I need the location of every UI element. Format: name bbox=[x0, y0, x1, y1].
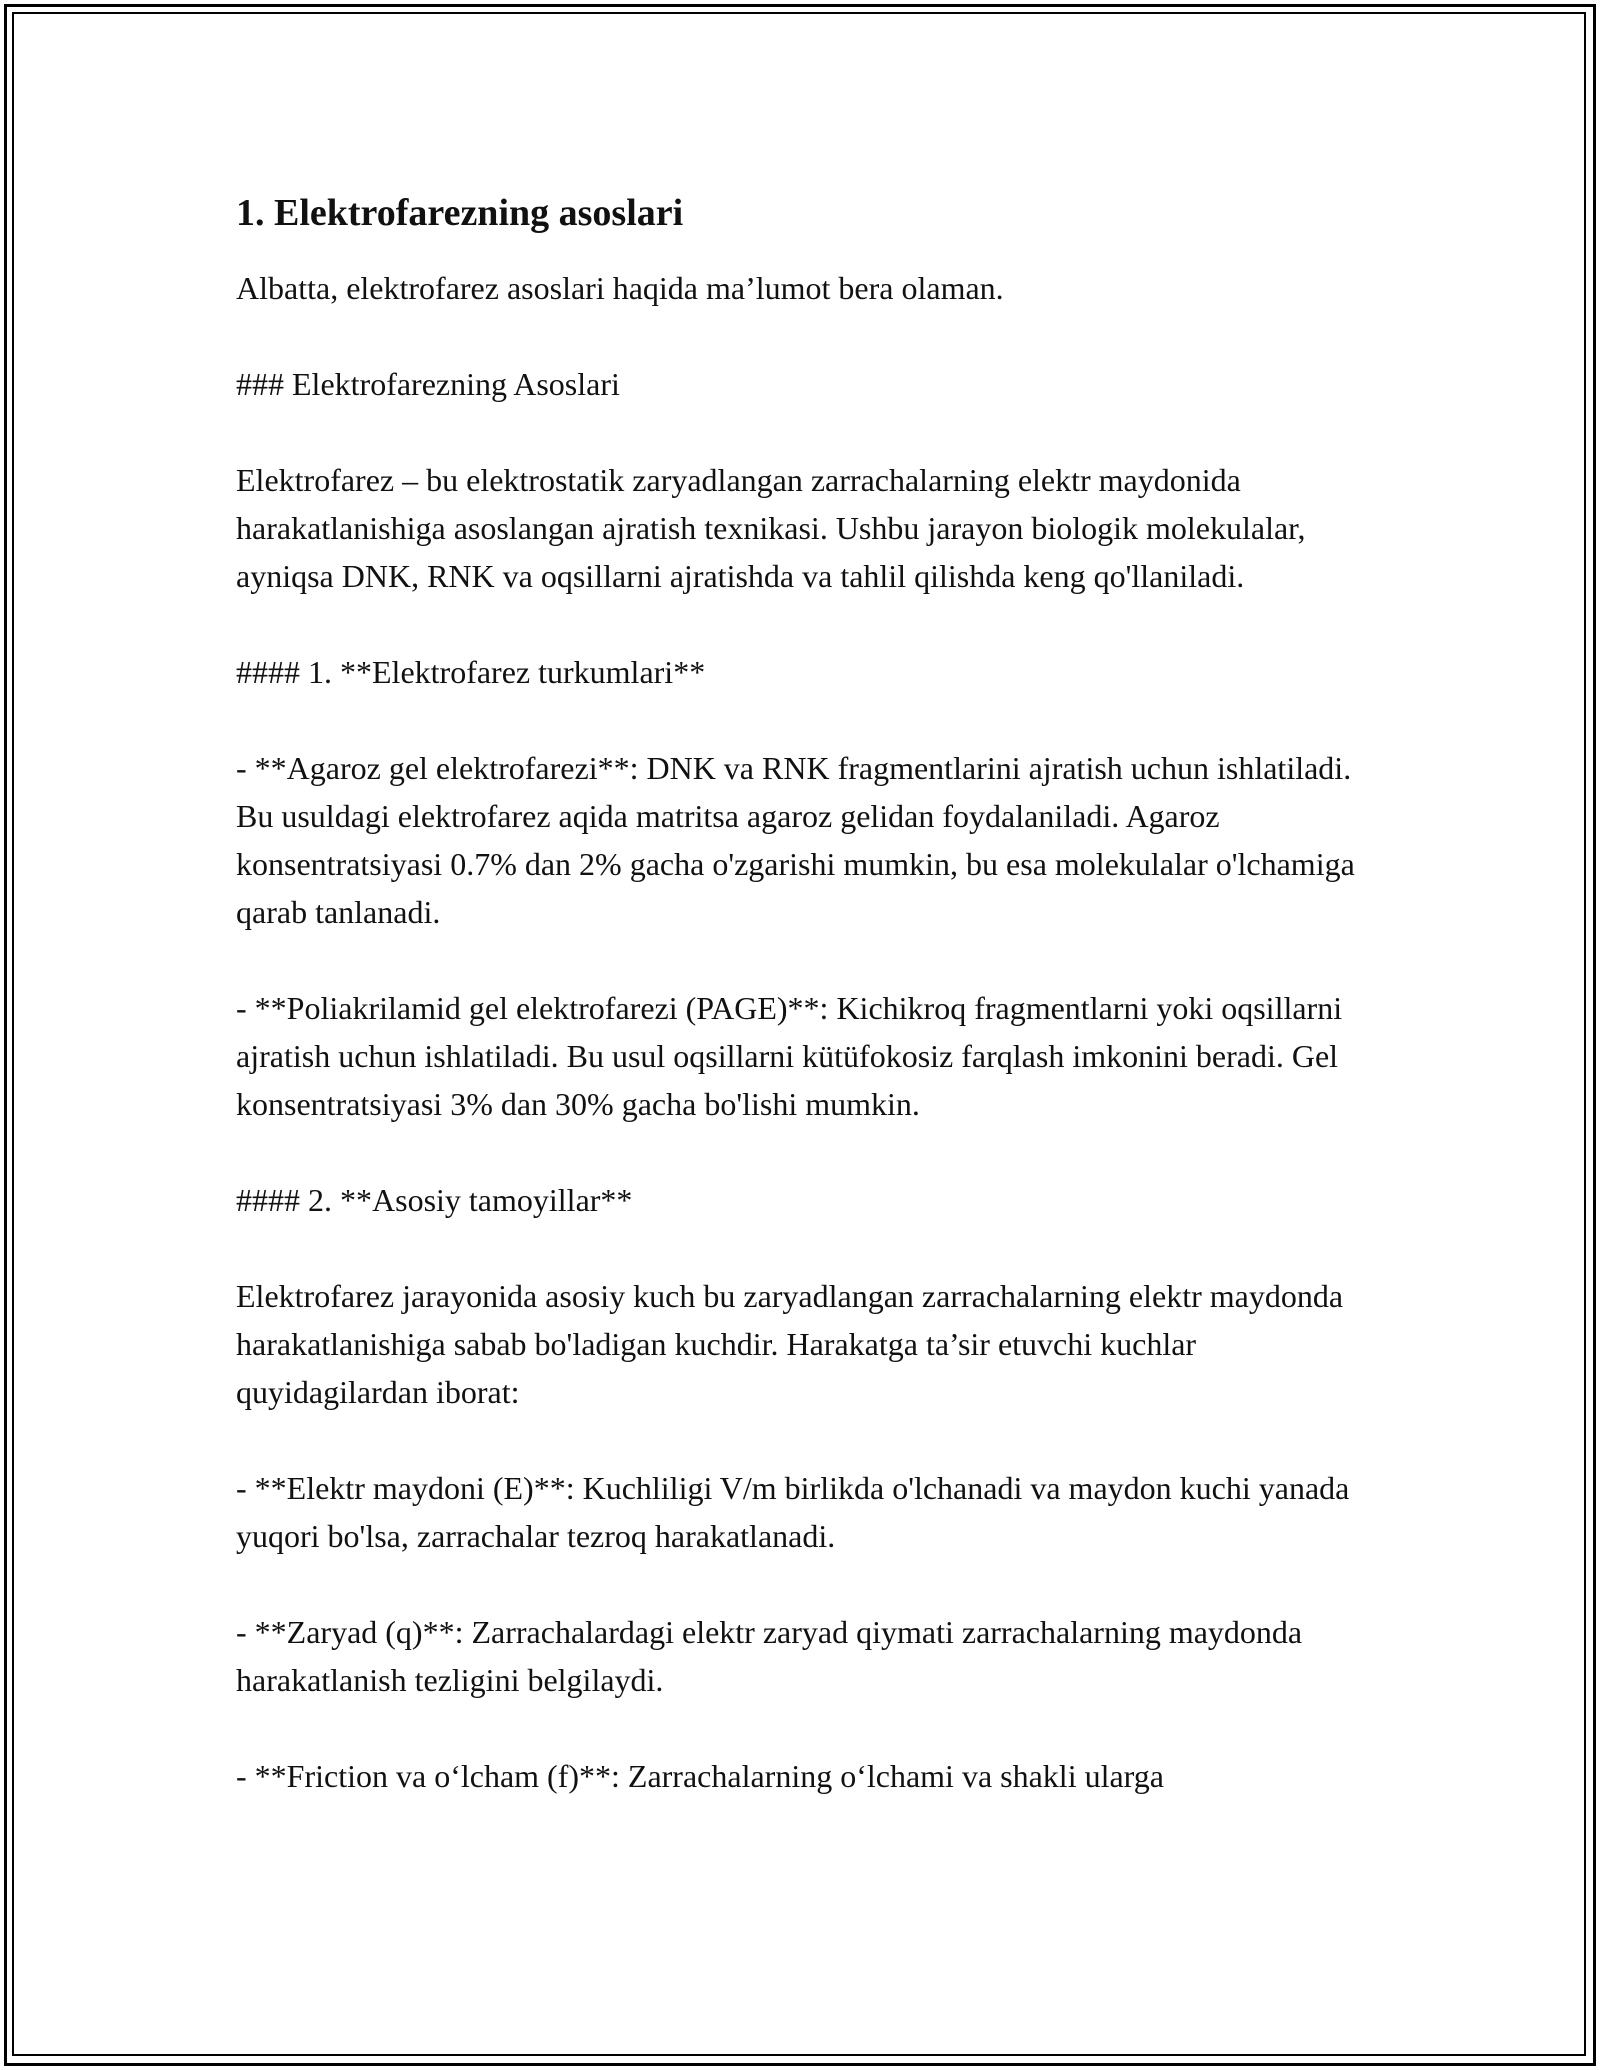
paragraph-page: - **Poliakrilamid gel elektrofarezi (PAGE)**: Kichikroq fragmentlarni yoki oqsillarni ajratish uchun ishlatiladi. Bu usul oqsillarni kütüfokosiz farqlash imkonini beradi. Gel konsentratsiyasi 3% dan 30% gacha bo'lishi mumkin. bbox=[236, 990, 1343, 1122]
paragraph-definition: Elektrofarez – bu elektrostatik zaryadlangan zarrachalarning elektr maydonida harakatlanishiga asoslangan ajratish texnikasi. Ushbu jarayon biologik molekulalar, ayniqsa DNK, RNK va oqsillarni ajratishda va tahlil qilishda keng qo'llaniladi. bbox=[236, 462, 1306, 594]
paragraph-heading-tamoyillar: #### 2. **Asosiy tamoyillar** bbox=[236, 1182, 633, 1218]
document-title: 1. Elektrofarezning asoslari bbox=[236, 192, 684, 234]
paragraph-intro: Albatta, elektrofarez asoslari haqida ma’lumot bera olaman. bbox=[236, 270, 1004, 306]
paragraph-electric-field: - **Elektr maydoni (E)**: Kuchliligi V/m birlikda o'lchanadi va maydon kuchi yanada yuqori bo'lsa, zarrachalar tezroq harakatlanadi. bbox=[236, 1470, 1350, 1554]
paragraph-agaroz: - **Agaroz gel elektrofarezi**: DNK va RNK fragmentlarini ajratish uchun ishlatiladi. Bu usuldagi elektrofarez aqida matritsa agaroz gelidan foydalaniladi. Agaroz konsentratsiyasi 0.7% dan 2% gacha o'zgarishi mumkin, bu esa molekulalar o'lchamiga qarab tanlanadi. bbox=[236, 750, 1355, 930]
paragraph-heading-asoslari: ### Elektrofarezning Asoslari bbox=[236, 366, 620, 402]
paragraph-forces: Elektrofarez jarayonida asosiy kuch bu zaryadlangan zarrachalarning elektr maydonda harakatlanishiga sabab bo'ladigan kuchdir. Harakatga ta’sir etuvchi kuchlar quyidagilardan iborat: bbox=[236, 1278, 1344, 1410]
paragraph-heading-turkumlari: #### 1. **Elektrofarez turkumlari** bbox=[236, 654, 706, 690]
document-body bbox=[236, 186, 1376, 1848]
paragraph-charge: - **Zaryad (q)**: Zarrachalardagi elektr zaryad qiymati zarrachalarning maydonda harakatlanish tezligini belgilaydi. bbox=[236, 1614, 1303, 1698]
paragraph-friction: - **Friction va oʻlcham (f)**: Zarrachalarning oʻlchami va shakli ularga bbox=[236, 1758, 1164, 1794]
